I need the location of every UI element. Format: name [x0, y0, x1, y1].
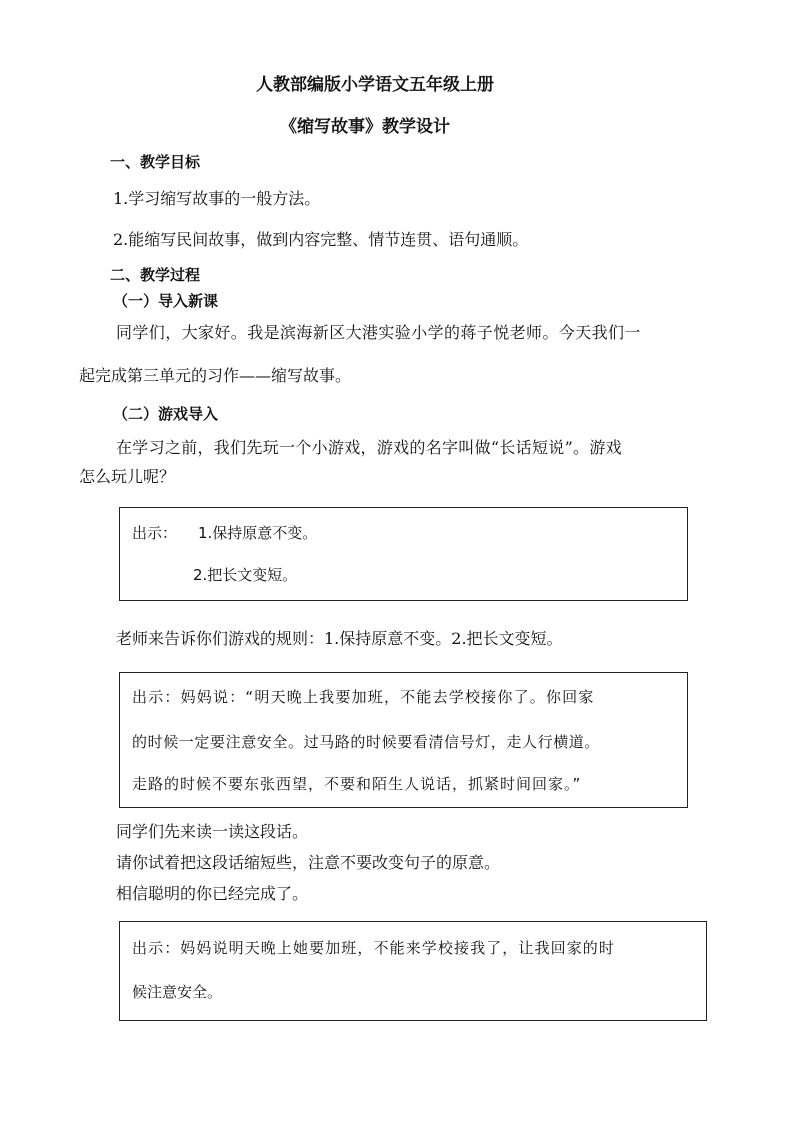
display-rule-2: 2.把长文变短。 [193, 566, 298, 584]
display-prefix: 出示： [132, 524, 178, 542]
display-box-mother-quote [119, 672, 688, 808]
instruction-line-1: 同学们先来读一读这段话。 [116, 822, 309, 841]
objective-item-1: 1.学习缩写故事的一般方法。 [113, 189, 321, 208]
summary-line-2: 候注意安全。 [132, 983, 223, 1001]
instruction-line-2: 请你试着把这段话缩短些，注意不要改变句子的原意。 [116, 853, 501, 872]
page-subtitle: 《缩写故事》教学设计 [280, 117, 450, 137]
intro-paragraph-line-1: 同学们，大家好。我是滨海新区大港实验小学的蒋子悦老师。今天我们一 [116, 323, 641, 342]
game-paragraph-line-1: 在学习之前，我们先玩一个小游戏，游戏的名字叫做“长话短说”。游戏 [116, 438, 622, 457]
objective-item-2: 2.能缩写民间故事，做到内容完整、情节连贯、语句通顺。 [113, 230, 529, 249]
intro-paragraph-line-2: 起完成第三单元的习作——缩写故事。 [79, 366, 352, 385]
subsection-heading-game: （二）游戏导入 [113, 405, 219, 423]
page-title: 人教部编版小学语文五年级上册 [256, 75, 494, 95]
rules-sentence: 老师来告诉你们游戏的规则：1.保持原意不变。2.把长文变短。 [116, 629, 563, 648]
display-box-summary [119, 921, 707, 1021]
subsection-heading-intro: （一）导入新课 [113, 292, 219, 310]
summary-line-1: 出示：妈妈说明天晚上她要加班，不能来学校接我了，让我回家的时 [132, 939, 616, 957]
quote-line-1: 出示：妈妈说：“明天晚上我要加班，不能去学校接你了。你回家 [132, 688, 595, 706]
display-box-rules [119, 507, 688, 601]
quote-line-3: 走路的时候不要东张西望，不要和陌生人说话，抓紧时间回家。” [132, 775, 582, 793]
instruction-line-3: 相信聪明的你已经完成了。 [116, 884, 309, 903]
section-heading-process: 二、教学过程 [110, 266, 201, 284]
section-heading-objectives: 一、教学目标 [110, 153, 201, 171]
quote-line-2: 的时候一定要注意安全。过马路的时候要看清信号灯，走人行横道。 [132, 733, 601, 751]
display-rule-1: 1.保持原意不变。 [198, 524, 318, 542]
game-paragraph-line-2: 怎么玩儿呢？ [79, 467, 176, 486]
